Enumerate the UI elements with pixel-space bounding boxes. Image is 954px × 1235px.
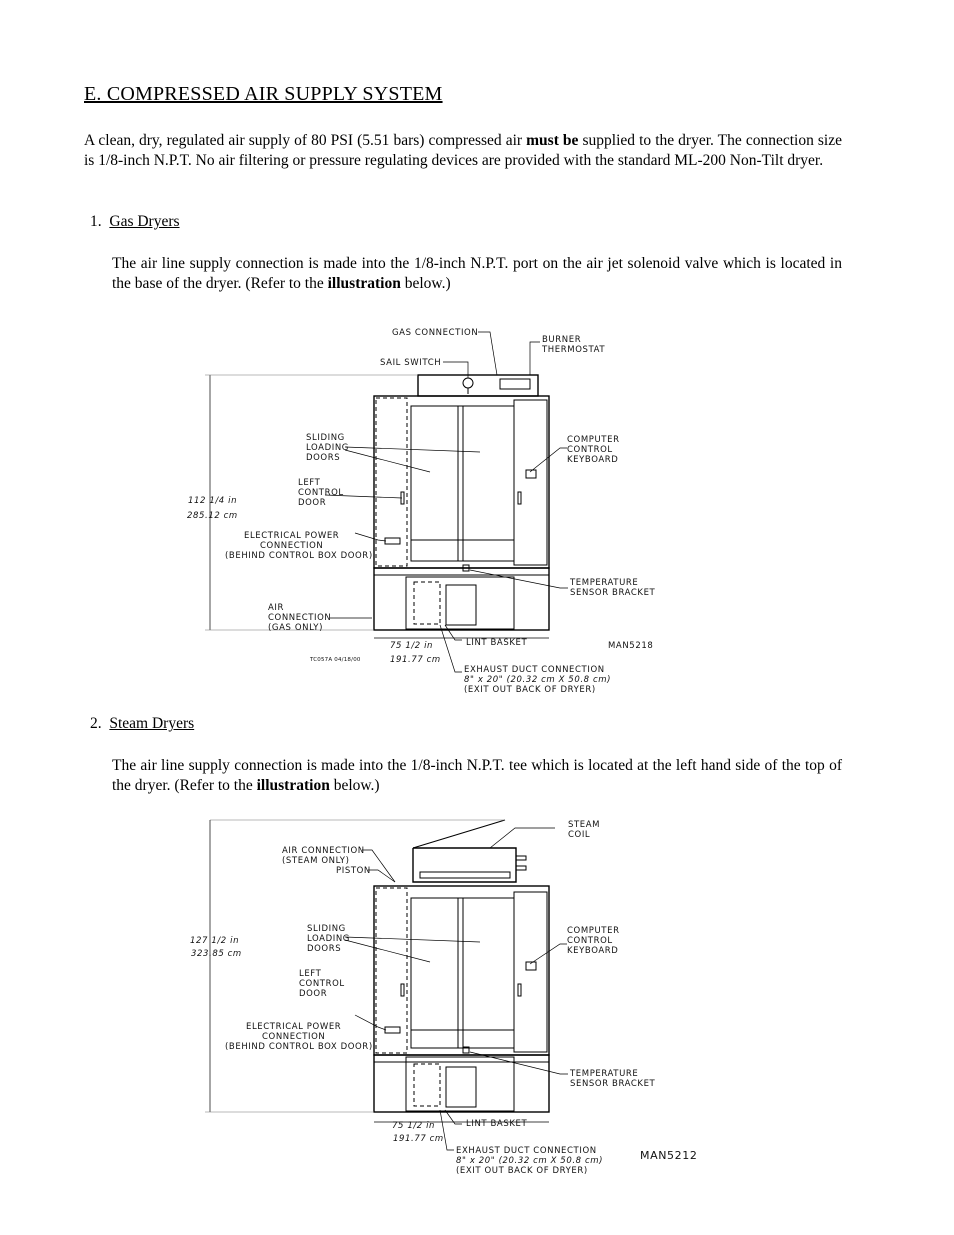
intro-text-a: A clean, dry, regulated air supply of 80 PSI (5.51 bars) compressed air [84, 132, 527, 149]
label-exhaust-2: 8" x 20" (20.32 cm X 50.8 cm) [464, 675, 612, 685]
label-man: MAN5212 [640, 1149, 698, 1162]
label-width-cm: 191.77 cm [390, 655, 441, 665]
label-computer-3: KEYBOARD [567, 455, 619, 465]
label-air-2: CONNECTION [268, 613, 332, 623]
label-gas-connection: GAS CONNECTION [392, 328, 479, 338]
steam-dryer-diagram [0, 812, 954, 1182]
intro-paragraph [84, 131, 842, 171]
label-elec-3: (BEHIND CONTROL BOX DOOR) [225, 551, 373, 561]
section-heading: E. COMPRESSED AIR SUPPLY SYSTEM [84, 83, 443, 105]
label-left-1: LEFT [299, 969, 322, 979]
label-exhaust-3: (EXIT OUT BACK OF DRYER) [456, 1166, 588, 1176]
item-title: Gas Dryers [109, 213, 180, 230]
label-lint: LINT BASKET [466, 638, 528, 648]
label-width-in: 75 1/2 in [392, 1121, 436, 1131]
label-elec-1: ELECTRICAL POWER [246, 1022, 342, 1032]
steam-paragraph [112, 756, 842, 796]
label-temp-2: SENSOR BRACKET [570, 1079, 656, 1089]
label-left-2: CONTROL [298, 488, 344, 498]
label-computer-3: KEYBOARD [567, 946, 619, 956]
label-left-3: DOOR [298, 498, 327, 508]
label-exhaust-1: EXHAUST DUCT CONNECTION [464, 665, 605, 675]
label-elec-2: CONNECTION [262, 1032, 326, 1042]
label-air-3: (GAS ONLY) [268, 623, 323, 633]
label-burner: BURNER [542, 335, 582, 345]
steam-text-a: The air line supply connection is made into the 1/8-inch N.P.T. tee which is located at the left hand side of the top of the dryer. (Refer to the [112, 757, 842, 794]
label-sliding-1: SLIDING [307, 924, 346, 934]
label-computer-1: COMPUTER [567, 926, 620, 936]
list-item-steam-dryers [90, 715, 194, 733]
label-width-in: 75 1/2 in [390, 641, 434, 651]
gas-dryer-diagram [0, 320, 954, 700]
label-exhaust-3: (EXIT OUT BACK OF DRYER) [464, 685, 596, 695]
label-elec-3: (BEHIND CONTROL BOX DOOR) [225, 1042, 373, 1052]
label-computer-1: COMPUTER [567, 435, 620, 445]
item-number: 2. [90, 715, 102, 732]
label-height-in: 112 1/4 in [188, 496, 238, 506]
label-height-in: 127 1/2 in [190, 936, 240, 946]
label-exhaust-2: 8" x 20" (20.32 cm X 50.8 cm) [456, 1156, 604, 1166]
label-sail-switch: SAIL SWITCH [380, 358, 442, 368]
label-sliding-3: DOORS [307, 944, 342, 954]
label-draw-ref: TC057A 04/18/00 [310, 657, 361, 663]
label-elec-1: ELECTRICAL POWER [244, 531, 340, 541]
gas-paragraph [112, 254, 842, 294]
label-width-cm: 191.77 cm [393, 1134, 444, 1144]
list-item-gas-dryers [90, 213, 180, 231]
intro-bold: must be [526, 132, 579, 149]
label-sliding-2: LOADING [306, 443, 349, 453]
label-sliding-3: DOORS [306, 453, 341, 463]
label-temp-2: SENSOR BRACKET [570, 588, 656, 598]
item-number: 1. [90, 213, 102, 230]
label-air-1: AIR CONNECTION [282, 846, 365, 856]
label-thermostat: THERMOSTAT [542, 345, 606, 355]
gas-text-b: below.) [400, 275, 451, 292]
label-steam-2: COIL [568, 830, 591, 840]
label-height-cm: 285.12 cm [187, 511, 238, 521]
label-computer-2: CONTROL [567, 936, 613, 946]
label-air-2: (STEAM ONLY) [282, 856, 350, 866]
label-computer-2: CONTROL [567, 445, 613, 455]
gas-text-a: The air line supply connection is made into the 1/8-inch N.P.T. port on the air jet solenoid valve which is located in the base of the dryer. (Refer to the [112, 255, 842, 292]
label-height-cm: 323.85 cm [191, 949, 242, 959]
label-lint: LINT BASKET [466, 1119, 528, 1129]
label-man: MAN5218 [608, 641, 654, 651]
intro-text-b: supplied to the dryer. The connection size is 1/8-inch N.P.T. No air filtering or pressure regulating devices are provided with the standard ML-200 Non-Tilt dryer. [84, 132, 842, 169]
label-left-2: CONTROL [299, 979, 345, 989]
label-air-1: AIR [268, 603, 285, 613]
label-sliding-2: LOADING [307, 934, 350, 944]
item-title: Steam Dryers [109, 715, 195, 732]
label-left-1: LEFT [298, 478, 321, 488]
label-temp-1: TEMPERATURE [570, 1069, 639, 1079]
label-sliding-1: SLIDING [306, 433, 345, 443]
steam-text-b: below.) [329, 777, 380, 794]
label-steam-1: STEAM [568, 820, 601, 830]
label-elec-2: CONNECTION [260, 541, 324, 551]
label-exhaust-1: EXHAUST DUCT CONNECTION [456, 1146, 597, 1156]
steam-bold: illustration [256, 777, 330, 794]
label-left-3: DOOR [299, 989, 328, 999]
gas-bold: illustration [327, 275, 401, 292]
label-temp-1: TEMPERATURE [570, 578, 639, 588]
label-piston: PISTON [336, 866, 371, 876]
